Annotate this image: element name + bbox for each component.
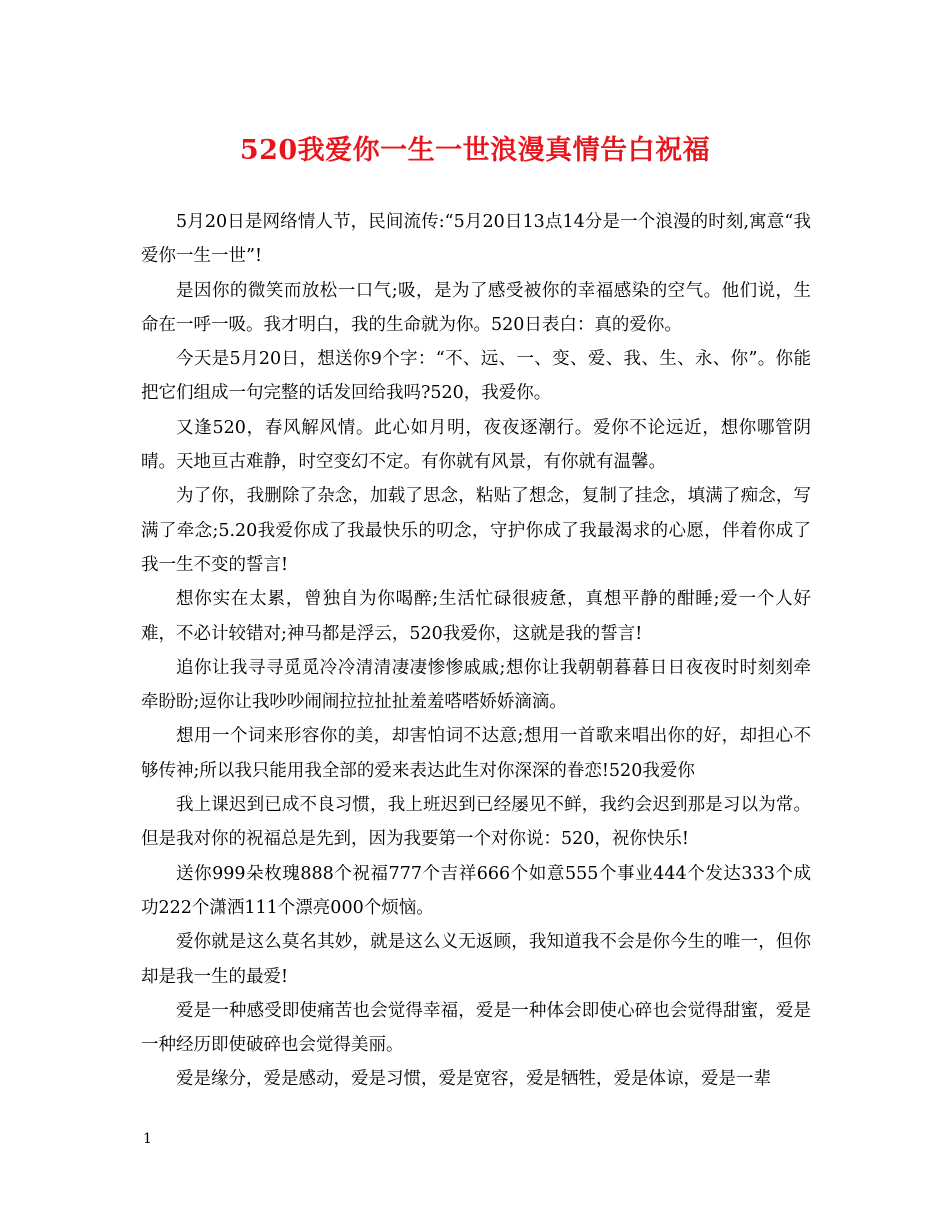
- paragraph: 追你让我寻寻觅觅冷冷清清凄凄惨惨戚戚;想你让我朝朝暮暮日日夜夜时时刻刻牵牵盼盼;逗你让我吵吵闹闹拉拉扯扯羞羞嗒嗒娇娇滴滴。: [141, 657, 811, 713]
- paragraph: 爱你就是这么莫名其妙，就是这么义无返顾，我知道我不会是你今生的唯一，但你却是我一生的最爱!: [141, 932, 811, 987]
- page-number: 1: [143, 1131, 152, 1147]
- paragraph: 今天是5月20日，想送你9个字：“不、远、一、变、爱、我、生、永、你”。你能把它们组成一句完整的话发回给我吗?520，我爱你。: [141, 349, 811, 404]
- paragraph: 我上课迟到已成不良习惯，我上班迟到已经屡见不鲜，我约会迟到那是习以为常。但是我对你的祝福总是先到，因为我要第一个对你说：520，祝你快乐!: [141, 795, 811, 850]
- paragraph: 爱是缘分，爱是感动，爱是习惯，爱是宽容，爱是牺牲，爱是体谅，爱是一辈: [176, 1069, 771, 1090]
- paragraph: 5月20日是网络情人节，民间流传:“5月20日13点14分是一个浪漫的时刻,寓意“我爱你一生一世”!: [141, 212, 811, 267]
- paragraph: 又逢520，春风解风情。此心如月明，夜夜逐潮行。爱你不论远近，想你哪管阴晴。天地亘古难静，时空变幻不定。有你就有风景，有你就有温馨。: [141, 417, 811, 473]
- paragraph: 送你999朵枚瑰888个祝福777个吉祥666个如意555个事业444个发达333个成功222个潇洒111个漂亮000个烦恼。: [141, 863, 811, 918]
- paragraph: 想用一个词来形容你的美，却害怕词不达意;想用一首歌来唱出你的好，却担心不够传神;所以我只能用我全部的爱来表达此生对你深深的眷恋!520我爱你: [141, 726, 811, 781]
- document-body: [141, 205, 811, 1097]
- paragraph: 爱是一种感受即使痛苦也会觉得幸福，爱是一种体会即使心碎也会觉得甜蜜，爱是一种经历即使破碎也会觉得美丽。: [141, 1000, 811, 1056]
- paragraph: 是因你的微笑而放松一口气;吸，是为了感受被你的幸福感染的空气。他们说，生命在一呼一吸。我才明白，我的生命就为你。520日表白：真的爱你。: [141, 280, 811, 335]
- paragraph: 为了你，我删除了杂念，加载了思念，粘贴了想念，复制了挂念，填满了痴念，写满了牵念;5.20我爱你成了我最快乐的叨念，守护你成了我最渴求的心愿，伴着你成了我一生不变的誓言!: [141, 486, 811, 575]
- paragraph: 想你实在太累，曾独自为你喝醉;生活忙碌很疲惫，真想平静的酣睡;爱一个人好难，不必计较错对;神马都是浮云，520我爱你，这就是我的誓言!: [141, 589, 811, 644]
- document-title: 520我爱你一生一世浪漫真情告白祝福: [239, 135, 711, 166]
